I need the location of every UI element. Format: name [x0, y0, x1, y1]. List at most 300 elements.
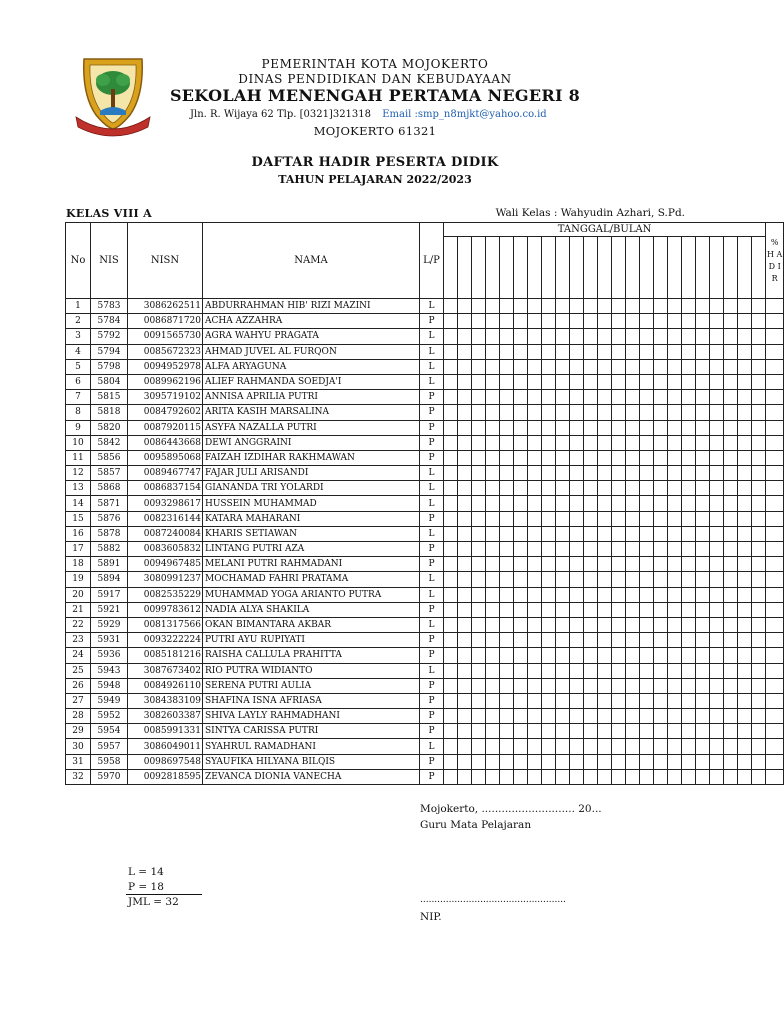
attendance-cell[interactable] [640, 557, 654, 572]
attendance-cell[interactable] [570, 709, 584, 724]
attendance-cell[interactable] [472, 511, 486, 526]
attendance-cell[interactable] [556, 542, 570, 557]
attendance-cell[interactable] [542, 496, 556, 511]
attendance-cell[interactable] [570, 633, 584, 648]
attendance-cell[interactable] [626, 359, 640, 374]
attendance-cell[interactable] [556, 769, 570, 784]
attendance-cell[interactable] [654, 481, 668, 496]
attendance-cell[interactable] [724, 329, 738, 344]
attendance-cell[interactable] [472, 633, 486, 648]
attendance-cell[interactable] [472, 390, 486, 405]
attendance-cell[interactable] [710, 329, 724, 344]
attendance-cell[interactable] [738, 542, 752, 557]
attendance-cell[interactable] [458, 374, 472, 389]
attendance-cell[interactable] [556, 617, 570, 632]
attendance-cell[interactable] [472, 739, 486, 754]
attendance-cell[interactable] [612, 663, 626, 678]
attendance-cell[interactable] [570, 693, 584, 708]
attendance-cell[interactable] [472, 542, 486, 557]
attendance-cell[interactable] [584, 299, 598, 314]
attendance-cell[interactable] [752, 344, 766, 359]
attendance-cell[interactable] [458, 405, 472, 420]
attendance-cell[interactable] [696, 557, 710, 572]
attendance-cell[interactable] [738, 420, 752, 435]
attendance-cell[interactable] [528, 496, 542, 511]
attendance-cell[interactable] [528, 739, 542, 754]
attendance-cell[interactable] [486, 617, 500, 632]
attendance-cell[interactable] [444, 374, 458, 389]
attendance-cell[interactable] [724, 709, 738, 724]
attendance-cell[interactable] [486, 496, 500, 511]
attendance-cell[interactable] [528, 617, 542, 632]
attendance-cell[interactable] [738, 754, 752, 769]
attendance-cell[interactable] [584, 587, 598, 602]
attendance-cell[interactable] [612, 648, 626, 663]
attendance-cell[interactable] [444, 496, 458, 511]
attendance-cell[interactable] [654, 405, 668, 420]
attendance-cell[interactable] [752, 709, 766, 724]
hadir-percent-cell[interactable] [766, 496, 784, 511]
attendance-cell[interactable] [500, 526, 514, 541]
attendance-cell[interactable] [472, 374, 486, 389]
attendance-cell[interactable] [752, 587, 766, 602]
attendance-cell[interactable] [682, 633, 696, 648]
attendance-cell[interactable] [584, 648, 598, 663]
attendance-cell[interactable] [486, 542, 500, 557]
attendance-cell[interactable] [724, 435, 738, 450]
attendance-cell[interactable] [514, 435, 528, 450]
attendance-cell[interactable] [668, 435, 682, 450]
attendance-cell[interactable] [570, 481, 584, 496]
attendance-cell[interactable] [528, 602, 542, 617]
attendance-cell[interactable] [500, 405, 514, 420]
attendance-cell[interactable] [542, 390, 556, 405]
attendance-cell[interactable] [556, 572, 570, 587]
attendance-cell[interactable] [668, 739, 682, 754]
attendance-cell[interactable] [752, 496, 766, 511]
attendance-cell[interactable] [626, 542, 640, 557]
attendance-cell[interactable] [500, 678, 514, 693]
attendance-cell[interactable] [556, 435, 570, 450]
attendance-cell[interactable] [528, 693, 542, 708]
attendance-cell[interactable] [444, 405, 458, 420]
attendance-cell[interactable] [640, 344, 654, 359]
attendance-cell[interactable] [654, 511, 668, 526]
attendance-cell[interactable] [752, 633, 766, 648]
attendance-cell[interactable] [556, 359, 570, 374]
attendance-cell[interactable] [556, 329, 570, 344]
attendance-cell[interactable] [570, 542, 584, 557]
attendance-cell[interactable] [626, 557, 640, 572]
attendance-cell[interactable] [654, 663, 668, 678]
attendance-cell[interactable] [612, 511, 626, 526]
attendance-cell[interactable] [654, 390, 668, 405]
attendance-cell[interactable] [472, 359, 486, 374]
attendance-cell[interactable] [640, 587, 654, 602]
attendance-cell[interactable] [668, 496, 682, 511]
attendance-cell[interactable] [556, 739, 570, 754]
attendance-cell[interactable] [444, 693, 458, 708]
attendance-cell[interactable] [598, 420, 612, 435]
attendance-cell[interactable] [654, 602, 668, 617]
attendance-cell[interactable] [724, 663, 738, 678]
attendance-cell[interactable] [640, 602, 654, 617]
attendance-cell[interactable] [724, 359, 738, 374]
attendance-cell[interactable] [458, 344, 472, 359]
attendance-cell[interactable] [514, 329, 528, 344]
attendance-cell[interactable] [458, 602, 472, 617]
attendance-cell[interactable] [612, 481, 626, 496]
attendance-cell[interactable] [752, 481, 766, 496]
attendance-cell[interactable] [486, 633, 500, 648]
attendance-cell[interactable] [640, 526, 654, 541]
attendance-cell[interactable] [598, 648, 612, 663]
attendance-cell[interactable] [724, 299, 738, 314]
attendance-cell[interactable] [724, 754, 738, 769]
hadir-percent-cell[interactable] [766, 314, 784, 329]
attendance-cell[interactable] [542, 359, 556, 374]
attendance-cell[interactable] [724, 617, 738, 632]
attendance-cell[interactable] [528, 405, 542, 420]
attendance-cell[interactable] [570, 511, 584, 526]
attendance-cell[interactable] [542, 466, 556, 481]
attendance-cell[interactable] [570, 602, 584, 617]
attendance-cell[interactable] [752, 359, 766, 374]
attendance-cell[interactable] [710, 724, 724, 739]
attendance-cell[interactable] [486, 314, 500, 329]
attendance-cell[interactable] [472, 329, 486, 344]
attendance-cell[interactable] [570, 435, 584, 450]
attendance-cell[interactable] [682, 435, 696, 450]
attendance-cell[interactable] [640, 542, 654, 557]
attendance-cell[interactable] [584, 602, 598, 617]
attendance-cell[interactable] [528, 724, 542, 739]
attendance-cell[interactable] [444, 466, 458, 481]
attendance-cell[interactable] [514, 299, 528, 314]
attendance-cell[interactable] [668, 572, 682, 587]
attendance-cell[interactable] [444, 526, 458, 541]
attendance-cell[interactable] [640, 299, 654, 314]
attendance-cell[interactable] [738, 344, 752, 359]
attendance-cell[interactable] [640, 663, 654, 678]
attendance-cell[interactable] [696, 390, 710, 405]
attendance-cell[interactable] [696, 663, 710, 678]
attendance-cell[interactable] [752, 420, 766, 435]
attendance-cell[interactable] [486, 344, 500, 359]
hadir-percent-cell[interactable] [766, 511, 784, 526]
attendance-cell[interactable] [682, 602, 696, 617]
attendance-cell[interactable] [682, 526, 696, 541]
attendance-cell[interactable] [696, 526, 710, 541]
attendance-cell[interactable] [542, 526, 556, 541]
attendance-cell[interactable] [598, 602, 612, 617]
attendance-cell[interactable] [556, 511, 570, 526]
attendance-cell[interactable] [584, 617, 598, 632]
attendance-cell[interactable] [654, 299, 668, 314]
attendance-cell[interactable] [682, 663, 696, 678]
attendance-cell[interactable] [724, 496, 738, 511]
attendance-cell[interactable] [724, 572, 738, 587]
attendance-cell[interactable] [556, 557, 570, 572]
attendance-cell[interactable] [486, 466, 500, 481]
attendance-cell[interactable] [528, 572, 542, 587]
attendance-cell[interactable] [556, 602, 570, 617]
attendance-cell[interactable] [724, 739, 738, 754]
attendance-cell[interactable] [640, 754, 654, 769]
attendance-cell[interactable] [724, 648, 738, 663]
attendance-cell[interactable] [710, 648, 724, 663]
attendance-cell[interactable] [556, 299, 570, 314]
attendance-cell[interactable] [500, 709, 514, 724]
attendance-cell[interactable] [724, 481, 738, 496]
attendance-cell[interactable] [710, 693, 724, 708]
attendance-cell[interactable] [598, 633, 612, 648]
attendance-cell[interactable] [724, 466, 738, 481]
attendance-cell[interactable] [528, 390, 542, 405]
attendance-cell[interactable] [668, 602, 682, 617]
attendance-cell[interactable] [654, 435, 668, 450]
hadir-percent-cell[interactable] [766, 481, 784, 496]
attendance-cell[interactable] [612, 542, 626, 557]
attendance-cell[interactable] [486, 587, 500, 602]
attendance-cell[interactable] [444, 511, 458, 526]
attendance-cell[interactable] [668, 329, 682, 344]
attendance-cell[interactable] [528, 709, 542, 724]
attendance-cell[interactable] [528, 678, 542, 693]
attendance-cell[interactable] [612, 587, 626, 602]
attendance-cell[interactable] [458, 542, 472, 557]
attendance-cell[interactable] [654, 633, 668, 648]
attendance-cell[interactable] [640, 678, 654, 693]
attendance-cell[interactable] [654, 709, 668, 724]
attendance-cell[interactable] [444, 739, 458, 754]
attendance-cell[interactable] [626, 678, 640, 693]
attendance-cell[interactable] [668, 299, 682, 314]
attendance-cell[interactable] [556, 587, 570, 602]
hadir-percent-cell[interactable] [766, 405, 784, 420]
attendance-cell[interactable] [738, 663, 752, 678]
attendance-cell[interactable] [724, 602, 738, 617]
attendance-cell[interactable] [514, 663, 528, 678]
attendance-cell[interactable] [444, 420, 458, 435]
attendance-cell[interactable] [556, 709, 570, 724]
attendance-cell[interactable] [682, 617, 696, 632]
attendance-cell[interactable] [752, 374, 766, 389]
attendance-cell[interactable] [444, 587, 458, 602]
attendance-cell[interactable] [612, 450, 626, 465]
attendance-cell[interactable] [668, 526, 682, 541]
attendance-cell[interactable] [668, 420, 682, 435]
attendance-cell[interactable] [500, 739, 514, 754]
attendance-cell[interactable] [752, 724, 766, 739]
attendance-cell[interactable] [514, 587, 528, 602]
attendance-cell[interactable] [472, 617, 486, 632]
attendance-cell[interactable] [738, 602, 752, 617]
attendance-cell[interactable] [570, 314, 584, 329]
attendance-cell[interactable] [458, 572, 472, 587]
attendance-cell[interactable] [472, 754, 486, 769]
attendance-cell[interactable] [458, 663, 472, 678]
attendance-cell[interactable] [472, 724, 486, 739]
attendance-cell[interactable] [514, 390, 528, 405]
attendance-cell[interactable] [500, 329, 514, 344]
attendance-cell[interactable] [584, 450, 598, 465]
attendance-cell[interactable] [654, 754, 668, 769]
attendance-cell[interactable] [486, 693, 500, 708]
attendance-cell[interactable] [528, 557, 542, 572]
attendance-cell[interactable] [500, 754, 514, 769]
attendance-cell[interactable] [570, 420, 584, 435]
attendance-cell[interactable] [528, 344, 542, 359]
attendance-cell[interactable] [542, 648, 556, 663]
attendance-cell[interactable] [584, 739, 598, 754]
attendance-cell[interactable] [584, 481, 598, 496]
attendance-cell[interactable] [514, 420, 528, 435]
attendance-cell[interactable] [668, 754, 682, 769]
attendance-cell[interactable] [738, 466, 752, 481]
attendance-cell[interactable] [696, 374, 710, 389]
attendance-cell[interactable] [458, 557, 472, 572]
hadir-percent-cell[interactable] [766, 450, 784, 465]
attendance-cell[interactable] [500, 542, 514, 557]
attendance-cell[interactable] [570, 648, 584, 663]
attendance-cell[interactable] [584, 724, 598, 739]
attendance-cell[interactable] [458, 678, 472, 693]
attendance-cell[interactable] [752, 693, 766, 708]
attendance-cell[interactable] [444, 299, 458, 314]
attendance-cell[interactable] [724, 724, 738, 739]
attendance-cell[interactable] [500, 390, 514, 405]
attendance-cell[interactable] [710, 374, 724, 389]
attendance-cell[interactable] [514, 405, 528, 420]
attendance-cell[interactable] [626, 587, 640, 602]
attendance-cell[interactable] [458, 314, 472, 329]
attendance-cell[interactable] [472, 299, 486, 314]
attendance-cell[interactable] [598, 435, 612, 450]
attendance-cell[interactable] [570, 390, 584, 405]
attendance-cell[interactable] [626, 329, 640, 344]
attendance-cell[interactable] [500, 724, 514, 739]
attendance-cell[interactable] [612, 314, 626, 329]
attendance-cell[interactable] [500, 299, 514, 314]
attendance-cell[interactable] [472, 314, 486, 329]
attendance-cell[interactable] [514, 314, 528, 329]
hadir-percent-cell[interactable] [766, 602, 784, 617]
attendance-cell[interactable] [514, 526, 528, 541]
attendance-cell[interactable] [654, 693, 668, 708]
attendance-cell[interactable] [710, 617, 724, 632]
attendance-cell[interactable] [472, 405, 486, 420]
attendance-cell[interactable] [556, 390, 570, 405]
attendance-cell[interactable] [528, 542, 542, 557]
attendance-cell[interactable] [486, 602, 500, 617]
attendance-cell[interactable] [696, 754, 710, 769]
attendance-cell[interactable] [724, 693, 738, 708]
attendance-cell[interactable] [444, 557, 458, 572]
hadir-percent-cell[interactable] [766, 344, 784, 359]
attendance-cell[interactable] [486, 526, 500, 541]
attendance-cell[interactable] [584, 466, 598, 481]
attendance-cell[interactable] [528, 450, 542, 465]
attendance-cell[interactable] [640, 359, 654, 374]
attendance-cell[interactable] [458, 709, 472, 724]
attendance-cell[interactable] [696, 587, 710, 602]
attendance-cell[interactable] [542, 344, 556, 359]
attendance-cell[interactable] [724, 587, 738, 602]
attendance-cell[interactable] [514, 617, 528, 632]
attendance-cell[interactable] [654, 617, 668, 632]
attendance-cell[interactable] [598, 587, 612, 602]
attendance-cell[interactable] [472, 769, 486, 784]
attendance-cell[interactable] [668, 511, 682, 526]
attendance-cell[interactable] [626, 420, 640, 435]
attendance-cell[interactable] [626, 709, 640, 724]
attendance-cell[interactable] [598, 329, 612, 344]
attendance-cell[interactable] [500, 587, 514, 602]
attendance-cell[interactable] [640, 769, 654, 784]
attendance-cell[interactable] [752, 542, 766, 557]
attendance-cell[interactable] [556, 648, 570, 663]
attendance-cell[interactable] [514, 542, 528, 557]
attendance-cell[interactable] [444, 709, 458, 724]
attendance-cell[interactable] [542, 663, 556, 678]
attendance-cell[interactable] [668, 633, 682, 648]
attendance-cell[interactable] [724, 374, 738, 389]
attendance-cell[interactable] [472, 693, 486, 708]
hadir-percent-cell[interactable] [766, 390, 784, 405]
hadir-percent-cell[interactable] [766, 617, 784, 632]
attendance-cell[interactable] [640, 390, 654, 405]
attendance-cell[interactable] [640, 314, 654, 329]
attendance-cell[interactable] [738, 678, 752, 693]
attendance-cell[interactable] [654, 526, 668, 541]
attendance-cell[interactable] [458, 633, 472, 648]
attendance-cell[interactable] [528, 314, 542, 329]
attendance-cell[interactable] [556, 496, 570, 511]
attendance-cell[interactable] [598, 359, 612, 374]
attendance-cell[interactable] [598, 374, 612, 389]
attendance-cell[interactable] [626, 617, 640, 632]
attendance-cell[interactable] [486, 299, 500, 314]
attendance-cell[interactable] [444, 633, 458, 648]
attendance-cell[interactable] [584, 693, 598, 708]
attendance-cell[interactable] [626, 526, 640, 541]
attendance-cell[interactable] [584, 374, 598, 389]
attendance-cell[interactable] [738, 587, 752, 602]
attendance-cell[interactable] [444, 450, 458, 465]
attendance-cell[interactable] [514, 344, 528, 359]
hadir-percent-cell[interactable] [766, 420, 784, 435]
attendance-cell[interactable] [486, 754, 500, 769]
attendance-cell[interactable] [514, 511, 528, 526]
hadir-percent-cell[interactable] [766, 299, 784, 314]
hadir-percent-cell[interactable] [766, 739, 784, 754]
attendance-cell[interactable] [528, 359, 542, 374]
attendance-cell[interactable] [640, 374, 654, 389]
attendance-cell[interactable] [556, 314, 570, 329]
attendance-cell[interactable] [472, 481, 486, 496]
hadir-percent-cell[interactable] [766, 754, 784, 769]
attendance-cell[interactable] [542, 602, 556, 617]
attendance-cell[interactable] [682, 496, 696, 511]
attendance-cell[interactable] [598, 678, 612, 693]
hadir-percent-cell[interactable] [766, 374, 784, 389]
attendance-cell[interactable] [752, 678, 766, 693]
attendance-cell[interactable] [682, 359, 696, 374]
attendance-cell[interactable] [738, 709, 752, 724]
attendance-cell[interactable] [654, 557, 668, 572]
attendance-cell[interactable] [654, 329, 668, 344]
